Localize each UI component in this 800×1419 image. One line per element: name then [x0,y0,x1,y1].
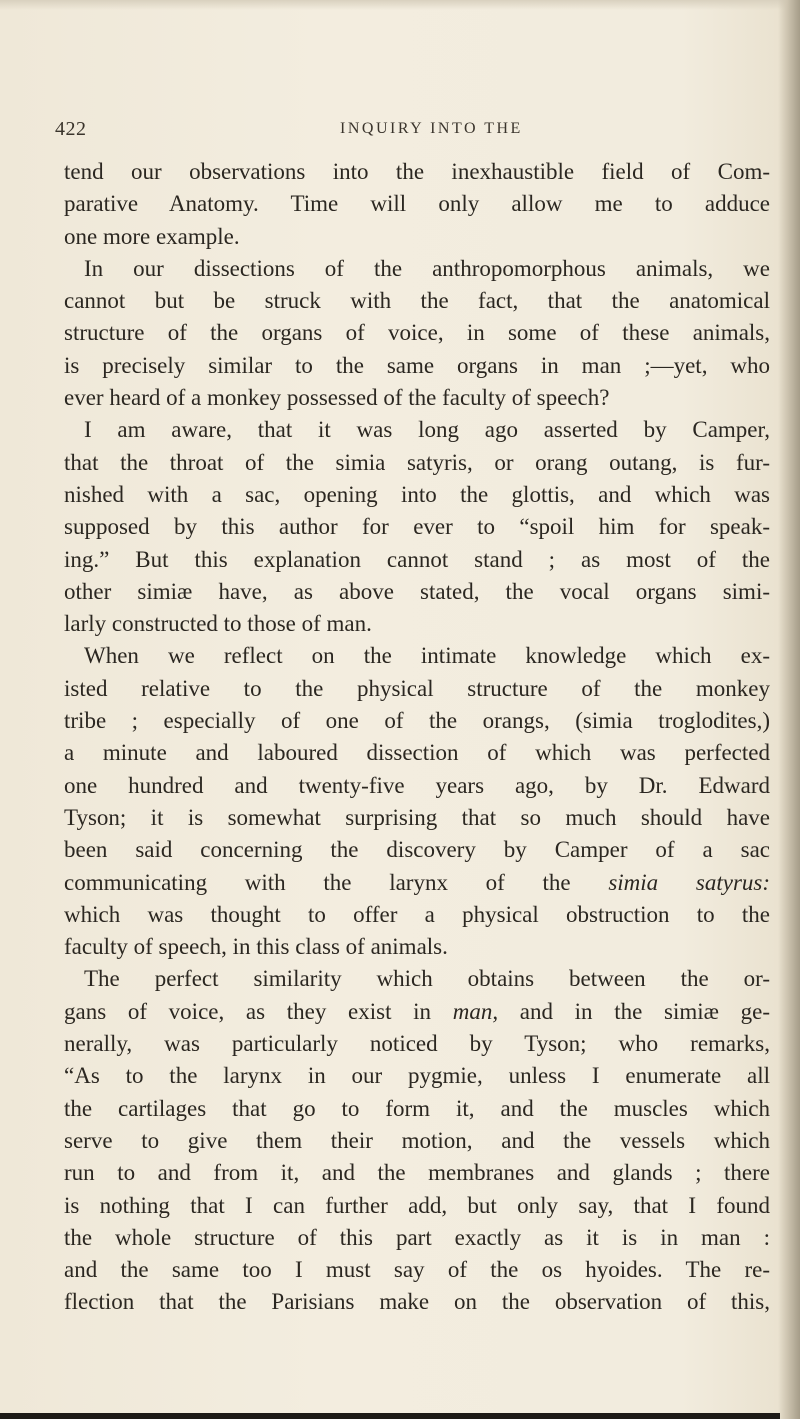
text-line [64,963,770,995]
text-line [64,479,770,511]
text-line [64,1254,770,1286]
body-text [64,156,770,1319]
page-header [0,118,800,148]
text-line-main: The perfect similarity which obtains between the or- [84,966,770,992]
text-line-main: ing.” But this explanation cannot stand ; as most of the [64,546,770,572]
page-edge-shadow [778,0,800,1419]
text-line-main: structure of the organs of voice, in some of these animals, [64,320,770,346]
text-line-main: that the throat of the simia satyris, or orang outang, is fur- [64,449,770,475]
text-line-after: and in the simiæ ge- [519,998,771,1024]
text-line [64,221,770,253]
text-line-main: Tyson; it is somewhat surprising that so much should have [64,804,770,830]
text-line-main: larly constructed to those of man. [64,611,372,637]
text-line [64,156,770,188]
text-line-main: been said concerning the discovery by Camper of a sac [64,837,770,863]
text-line [64,1093,770,1125]
text-line-main: serve to give them their motion, and the vessels which [64,1127,770,1153]
text-line [64,705,770,737]
text-line-main: parative Anatomy. Time will only allow me to adduce [64,191,770,217]
text-line-main: the whole structure of this part exactly as it is in man : [64,1224,770,1250]
top-shadow [0,0,800,10]
text-line-main: a minute and laboured dissection of which was perfected [64,740,770,766]
text-line [64,414,770,446]
text-line [64,640,770,672]
text-line-main: run to and from it, and the membranes and glands ; there [64,1160,770,1186]
text-line-main: tend our observations into the inexhaustible field of Com- [64,159,770,184]
text-line [64,188,770,220]
text-line-main: one more example. [64,223,240,249]
text-line-italic: simia satyrus: [608,869,771,895]
text-line [64,1286,770,1318]
text-line-main: nerally, was particularly noticed by Tyson; who remarks, [64,1031,770,1057]
text-line-main: ever heard of a monkey possessed of the faculty of speech? [64,385,610,411]
bottom-scan-bar [0,1413,780,1419]
text-line-main: nished with a sac, opening into the glottis, and which was [64,481,770,507]
text-line-italic: man, [452,998,499,1024]
page-number: 422 [55,118,87,140]
text-line-main: flection that the Parisians make on the observation of this, [64,1289,770,1315]
text-line [64,350,770,382]
text-line-main: When we reflect on the intimate knowledge which ex- [84,643,770,669]
text-line [64,737,770,769]
text-line [64,996,770,1028]
text-line-main: tribe ; especially of one of the orangs, (simia troglodites,) [64,708,770,734]
text-line [64,253,770,285]
text-line-main: is nothing that I can further add, but only say, that I found [64,1192,770,1218]
text-line-main: the cartilages that go to form it, and the muscles which [64,1095,770,1121]
text-line [64,770,770,802]
text-line-main: is precisely similar to the same organs in man ;—yet, who [64,352,770,378]
text-line [64,285,770,317]
text-line-main: communicating with the larynx of the [64,869,571,895]
text-line [64,317,770,349]
text-line [64,576,770,608]
text-line-main: faculty of speech, in this class of animals. [64,934,448,960]
text-line-main: supposed by this author for ever to “spoil him for speak- [64,514,770,540]
running-head: INQUIRY INTO THE [340,120,523,137]
text-line [64,447,770,479]
text-line [64,1028,770,1060]
text-line [64,899,770,931]
text-line-main: gans of voice, as they exist in [64,998,432,1024]
text-line-main: other simiæ have, as above stated, the vocal organs simi- [64,578,770,604]
text-line [64,1190,770,1222]
text-line-main: In our dissections of the anthropomorphous animals, we [84,255,770,281]
text-line [64,544,770,576]
text-line-main: “As to the larynx in our pygmie, unless I enumerate all [64,1063,770,1089]
text-line [64,511,770,543]
text-line-main: one hundred and twenty-five years ago, by Dr. Edward [64,772,770,798]
text-line [64,1060,770,1092]
text-line [64,834,770,866]
text-line [64,931,770,963]
text-line-main: cannot but be struck with the fact, that the anatomical [64,288,770,314]
text-line-main: isted relative to the physical structure of the monkey [64,675,770,701]
text-line [64,382,770,414]
text-line [64,673,770,705]
text-line [64,1222,770,1254]
text-line [64,1157,770,1189]
text-line-main: I am aware, that it was long ago asserted by Camper, [84,417,770,443]
text-line [64,867,770,899]
text-line [64,608,770,640]
text-line-main: which was thought to offer a physical obstruction to the [64,901,770,927]
text-line [64,802,770,834]
text-line [64,1125,770,1157]
text-line-main: and the same too I must say of the os hyoides. The re- [64,1257,770,1283]
